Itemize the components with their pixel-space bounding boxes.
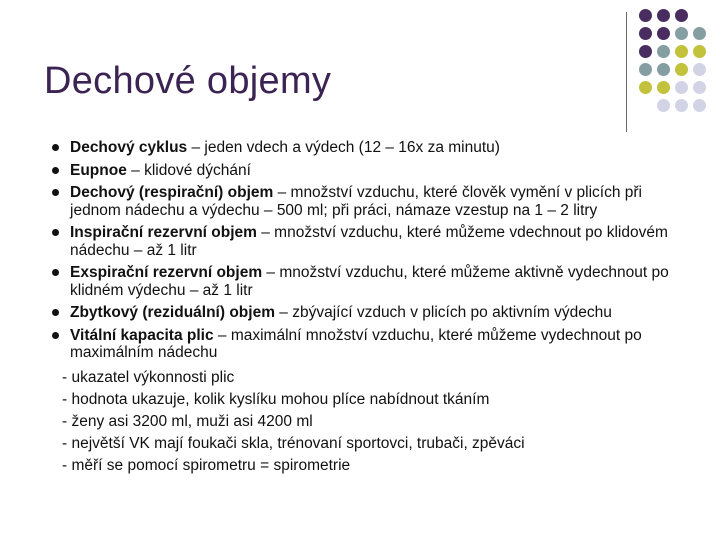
bullet-term: Dechový (respirační) objem xyxy=(70,184,274,201)
bullet-dot-icon xyxy=(52,189,59,196)
decor-dot-purple xyxy=(639,9,652,22)
bullet-item xyxy=(52,139,672,157)
bullet-item xyxy=(52,264,672,299)
decor-dot-lavender xyxy=(693,99,706,112)
bullet-dot-icon xyxy=(52,332,59,339)
bullet-description: – množství vzduchu, které člověk vymění v plicích při jednom nádechu a výdechu – 500 ml; při práci, námaze vzestup na 1 – 2 litry xyxy=(70,184,642,219)
bullet-term: Inspirační rezervní objem xyxy=(70,224,257,241)
note-line: - měří se pomocí spirometru = spirometrie xyxy=(62,456,351,474)
decor-dot-teal xyxy=(657,45,670,58)
decor-dot-purple xyxy=(657,9,670,22)
decor-dot-olive xyxy=(639,81,652,94)
decor-dot-purple xyxy=(639,27,652,40)
bullet-description: – množství vzduchu, které můžeme vdechnout po klidovém nádechu – až 1 litr xyxy=(70,224,668,259)
bullet-description: – jeden vdech a výdech (12 – 16x za minutu) xyxy=(187,139,500,156)
bullet-term: Exspirační rezervní objem xyxy=(70,264,263,281)
bullet-item xyxy=(52,162,672,180)
bullet-term: Eupnoe xyxy=(70,161,127,179)
vital-capacity-notes xyxy=(52,367,672,477)
slide-content xyxy=(52,139,672,477)
bullet-term: Vitální kapacita plic xyxy=(70,326,214,344)
decor-dot-purple xyxy=(639,45,652,58)
decor-dot-lavender xyxy=(675,99,688,112)
decor-dot-teal xyxy=(639,63,652,76)
bullet-description: – klidové dýchání xyxy=(126,161,251,179)
decor-dot-teal xyxy=(693,27,706,40)
bullet-description: – zbývající vzduch v plicích po aktivním výdechu xyxy=(274,304,612,321)
note-line: - ženy asi 3200 ml, muži asi 4200 ml xyxy=(62,412,313,430)
bullet-dot-icon xyxy=(52,144,59,151)
decor-dot-olive xyxy=(675,63,688,76)
bullet-dot-icon xyxy=(52,229,59,236)
decor-dot-purple xyxy=(657,27,670,40)
bullet-item xyxy=(52,184,672,219)
bullet-item xyxy=(52,327,672,362)
decor-dot-olive xyxy=(675,45,688,58)
decor-dot-lavender xyxy=(675,81,688,94)
note-line: - největší VK mají foukači skla, trénovaní sportovci, trubači, zpěváci xyxy=(62,434,525,452)
slide-title: Dechové objemy xyxy=(44,60,332,102)
decor-dot-lavender xyxy=(693,63,706,76)
decor-dot-teal xyxy=(675,27,688,40)
note-line: - ukazatel výkonnosti plic xyxy=(62,368,235,386)
note-line: - hodnota ukazuje, kolik kyslíku mohou plíce nabídnout tkáním xyxy=(62,390,490,408)
bullet-term: Zbytkový (reziduální) objem xyxy=(70,304,275,321)
bullet-term: Dechový cyklus xyxy=(70,139,188,156)
bullet-item xyxy=(52,304,672,322)
bullet-description: – maximální množství vzduchu, které můžeme vydechnout po maximálním nádechu xyxy=(70,326,642,361)
bullet-dot-icon xyxy=(52,167,59,174)
decor-dot-teal xyxy=(657,63,670,76)
decorative-dot-grid xyxy=(639,9,706,112)
bullet-description: – množství vzduchu, které můžeme aktivně vydechnout po klidném výdechu – až 1 litr xyxy=(70,264,669,299)
decor-dot-purple xyxy=(675,9,688,22)
bullet-list xyxy=(52,139,672,362)
bullet-dot-icon xyxy=(52,269,59,276)
decor-dot-lavender xyxy=(693,81,706,94)
decor-dot-olive xyxy=(657,81,670,94)
decor-dot-olive xyxy=(693,45,706,58)
vertical-divider xyxy=(626,12,627,132)
bullet-item xyxy=(52,224,672,259)
decor-dot-lavender xyxy=(657,99,670,112)
bullet-dot-icon xyxy=(52,309,59,316)
